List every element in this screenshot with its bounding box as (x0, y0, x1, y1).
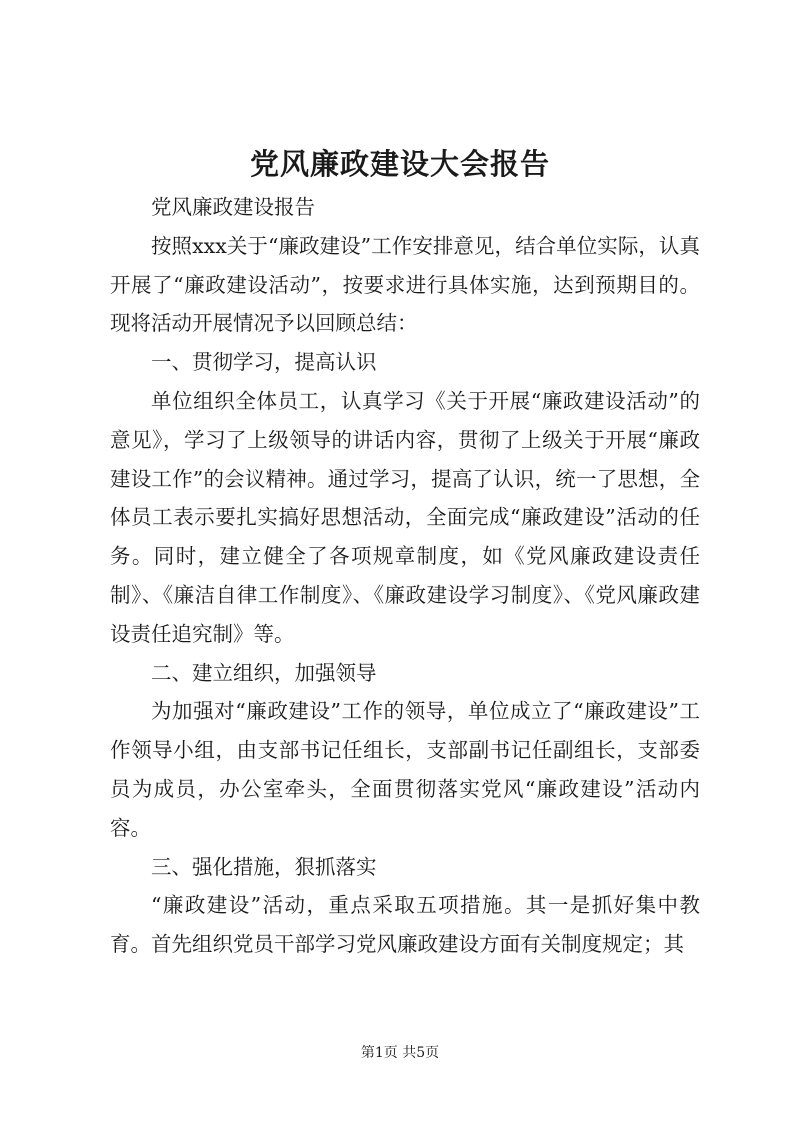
section-heading-3: 三、强化措施，狠抓落实 (151, 854, 377, 879)
page-title: 党风廉政建设大会报告 (249, 147, 550, 181)
section-heading-1: 一、贯彻学习，提高认识 (151, 350, 377, 375)
section-heading-2: 二、建立组织，加强领导 (151, 660, 377, 685)
section-2-paragraph: 为加强对“廉政建设”工作的领导，单位成立了“廉政建设”工作领导小组，由支部书记任组长，支部副书记任副组长，支部委员为成员，办公室牵头，全面贯彻落实党风“廉政建设”活动内容。 (110, 699, 700, 840)
document-body (110, 188, 700, 964)
section-3-paragraph: “廉政建设”活动，重点采取五项措施。其一是抓好集中教育。首先组织党员干部学习党风廉政建设方面有关制度规定；其 (110, 893, 700, 957)
intro-paragraph: 按照xxx关于“廉政建设”工作安排意见，结合单位实际，认真开展了“廉政建设活动”，按要求进行具体实施，达到预期目的。现将活动开展情况予以回顾总结： (110, 233, 700, 336)
subtitle-paragraph: 党风廉政建设报告 (151, 195, 315, 219)
section-1-paragraph: 单位组织全体员工，认真学习《关于开展“廉政建设活动”的意见》，学习了上级领导的讲话内容，贯彻了上级关于开展“廉政建设工作”的会议精神。通过学习，提高了认识，统一了思想，全体员工表示要扎实搞好思想活动，全面完成“廉政建设”活动的任务。同时，建立健全了各项规章制度，如《党风廉政建设责任制》、《廉洁自律工作制度》、《廉政建设学习制度》、《党风廉政建设责任追究制》等。 (110, 388, 700, 646)
page-footer: 第1页 共5页 (360, 1045, 440, 1061)
